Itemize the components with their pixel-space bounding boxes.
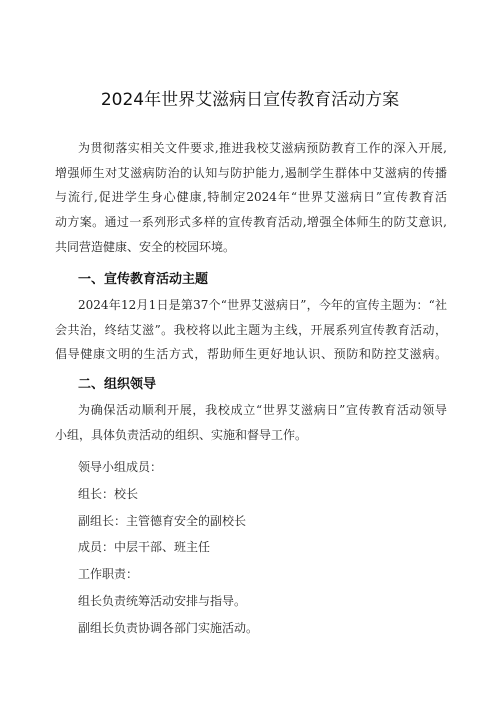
members-item: 成员：中层干部、班主任 bbox=[78, 540, 211, 555]
organization-paragraph bbox=[55, 398, 447, 448]
leader-item: 组长：校长 bbox=[78, 486, 139, 501]
intro-paragraph bbox=[55, 136, 447, 259]
leadership-members-label: 领导小组成员： bbox=[78, 460, 163, 474]
theme-line: 2024年12月1日是第37个“世界艾滋病日”，今年的宣传主题为：“社 bbox=[78, 298, 447, 312]
section-heading-organization: 二、组织领导 bbox=[78, 377, 157, 392]
theme-line: 倡导健康文明的生活方式，帮助师生更好地认识、预防和防控艾滋病。 bbox=[55, 347, 447, 361]
intro-line: 为贯彻落实相关文件要求,推进我校艾滋病预防教育工作的深入开展, bbox=[78, 141, 447, 155]
organization-items bbox=[55, 454, 447, 642]
theme-line: 会共治，终结艾滋”。我校将以此主题为主线，开展系列宣传教育活动， bbox=[55, 322, 447, 337]
intro-line: 增强师生对艾滋病防治的认知与防护能力,遏制学生群体中艾滋病的传播 bbox=[55, 165, 447, 180]
section-heading-theme: 一、宣传教育活动主题 bbox=[78, 272, 209, 287]
intro-line: 动方案。通过一系列形式多样的宣传教育活动,增强全体师生的防艾意识, bbox=[55, 215, 447, 230]
deputy-duty-item: 副组长负责协调各部门实施活动。 bbox=[78, 620, 259, 635]
intro-line: 与流行,促进学生身心健康,特制定2024年“世界艾滋病日”宣传教育活 bbox=[55, 190, 447, 205]
theme-paragraph bbox=[55, 293, 447, 367]
organization-line: 为确保活动顺利开展，我校成立“世界艾滋病日”宣传教育活动领导 bbox=[78, 403, 447, 417]
intro-line: 共同营造健康、安全的校园环境。 bbox=[55, 239, 236, 254]
duties-label: 工作职责： bbox=[78, 567, 139, 582]
deputy-leader-item: 副组长：主管德育安全的副校长 bbox=[78, 513, 247, 528]
organization-line: 小组，具体负责活动的组织、实施和督导工作。 bbox=[55, 428, 308, 442]
leader-duty-item: 组长负责统筹活动安排与指导。 bbox=[78, 593, 247, 608]
document-title: 2024年世界艾滋病日宣传教育活动方案 bbox=[100, 90, 400, 110]
